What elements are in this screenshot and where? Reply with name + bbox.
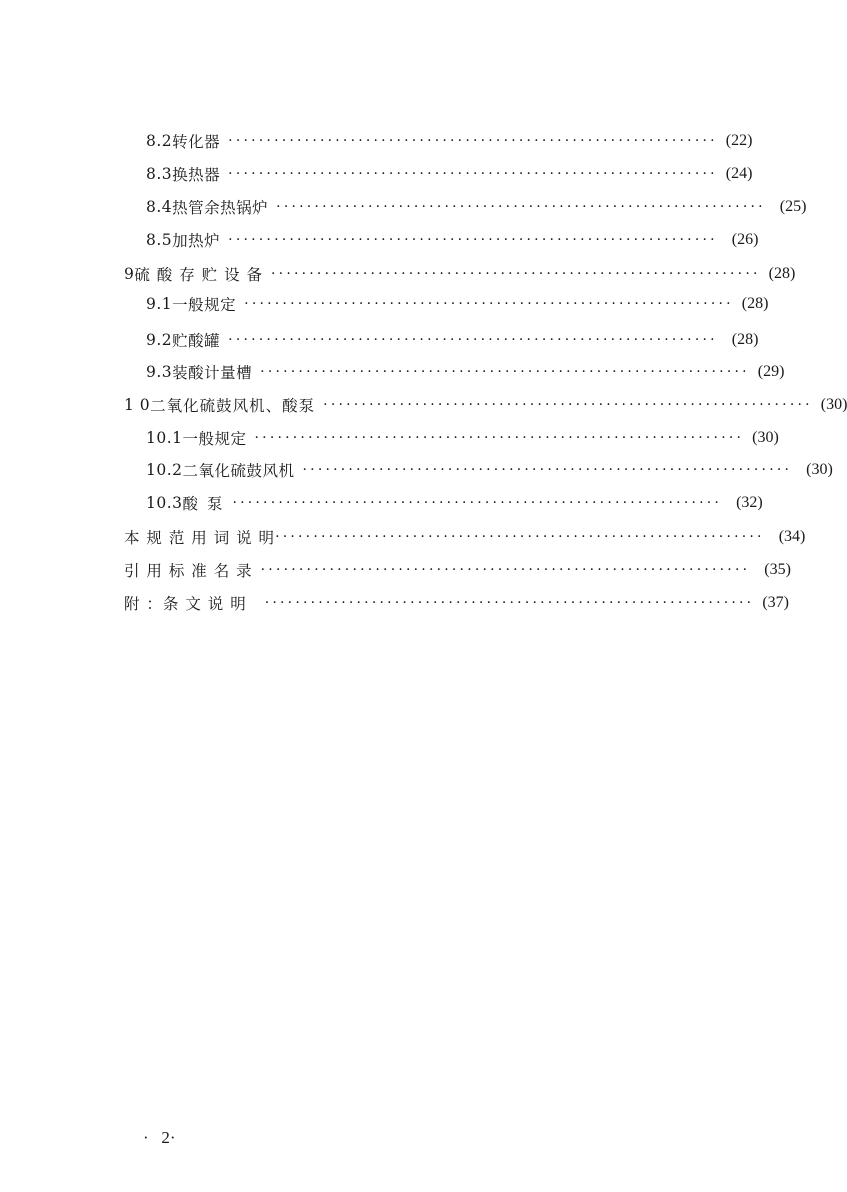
toc-page: (30) [752,429,779,446]
toc-page: (24) [725,165,753,182]
toc-entry-10[interactable] [124,393,847,417]
toc-leader: ································································ [323,397,813,413]
toc-leader: ································································ [228,232,718,248]
toc-title: 引 用 标 准 名 录 [124,562,253,580]
toc-entry-referenced-standards[interactable] [124,558,791,582]
toc-page: (30) [806,461,833,478]
toc-title: 本 规 范 用 词 说 明 [124,529,276,547]
toc-number: 8.3 [146,165,173,183]
toc-entry-wording-notes[interactable] [124,525,806,549]
toc-title: 酸 泵 [182,495,225,513]
toc-number: 9.1 [146,295,173,313]
toc-page: (26) [731,231,759,248]
toc-leader: ································································ [302,462,793,478]
toc-leader: ································································ [271,266,761,282]
toc-leader: ································································ [275,529,765,545]
toc-page: (37) [762,594,789,611]
toc-title: 附 ：条 文 说 明 [124,595,247,613]
toc-number: 1 0 [124,396,151,414]
toc-number: 8.4 [146,198,173,216]
toc-page: (22) [725,132,753,149]
toc-leader: ································································ [232,495,723,511]
toc-title: 加热炉 [172,232,221,250]
toc-title: 一般规定 [172,296,237,314]
page-number: · 2· [143,1128,176,1147]
toc-leader: ································································ [260,562,751,578]
toc-leader: ································································ [244,296,734,312]
toc-page: (28) [731,331,759,348]
toc-title: 装酸计量槽 [172,364,253,382]
toc-number: 9.3 [146,363,173,381]
toc-entry-10-3[interactable] [146,491,763,515]
toc-entry-9-2[interactable] [146,328,759,352]
toc-entry-8-5[interactable] [146,228,759,252]
toc-leader: ································································ [264,595,755,611]
toc-number: 10.2 [146,461,183,479]
toc-page: (25) [779,198,807,215]
toc-page: (28) [741,295,769,312]
toc-title: 热管余热锅炉 [172,199,269,217]
toc-page: (28) [768,265,796,282]
toc-number: 10.3 [146,494,183,512]
toc-leader: ································································ [260,364,750,380]
toc-entry-8-2[interactable] [146,129,753,153]
toc-page: (29) [757,363,785,380]
toc-number: 8.2 [146,132,173,150]
toc-leader: ································································ [254,430,745,446]
toc-entry-9[interactable] [124,262,796,286]
toc-title: 一般规定 [182,430,247,448]
toc-number: 8.5 [146,231,173,249]
toc-title: 硫 酸 存 贮 设 备 [134,266,264,284]
toc-entry-commentary[interactable] [124,591,789,615]
toc-page: (30) [820,396,847,413]
toc-page: (34) [778,528,806,545]
toc-number: 9 [124,265,135,283]
toc-entry-9-3[interactable] [146,360,785,384]
toc-page: (32) [736,494,763,511]
toc-number: 9.2 [146,331,173,349]
toc-title: 贮酸罐 [172,332,221,350]
toc-title: 二氧化硫鼓风机、酸泵 [150,397,316,415]
toc-title: 换热器 [172,166,221,184]
toc-leader: ································································ [228,133,718,149]
toc-number: 10.1 [146,429,183,447]
toc-page: (35) [764,561,791,578]
toc-title: 转化器 [172,133,221,151]
toc-entry-8-4[interactable] [146,195,807,219]
toc-title: 二氧化硫鼓风机 [182,462,295,480]
toc-entry-10-1[interactable] [146,426,779,450]
toc-leader: ································································ [228,332,718,348]
toc-leader: ································································ [276,199,766,215]
toc-entry-8-3[interactable] [146,162,753,186]
toc-leader: ································································ [228,166,718,182]
toc-entry-9-1[interactable] [146,292,769,316]
toc-entry-10-2[interactable] [146,458,833,482]
